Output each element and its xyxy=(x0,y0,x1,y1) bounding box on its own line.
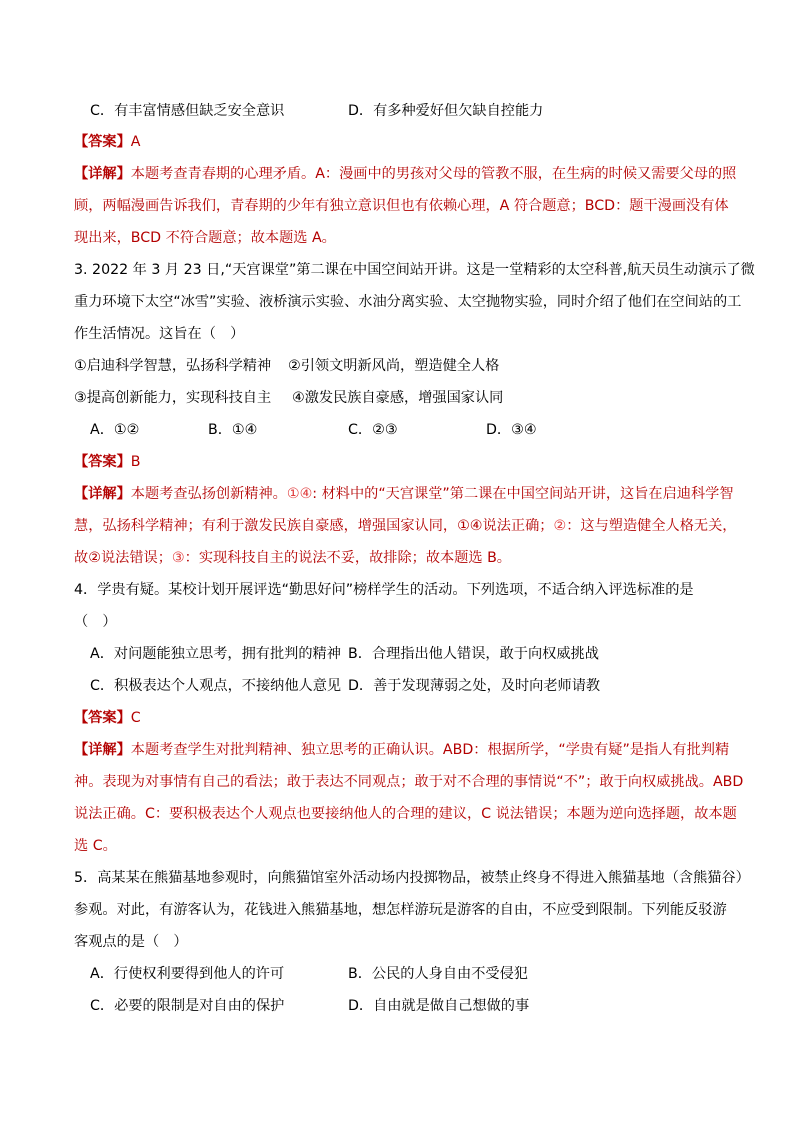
detail-tag: 【详解】 xyxy=(74,742,131,758)
q3-option-a: A．①② xyxy=(90,422,140,438)
q3-item-2: ②引领文明新风尚，塑造健全人格 xyxy=(288,358,500,374)
q3-option-d: D．③④ xyxy=(486,422,537,438)
answer-tag: 【答案】 xyxy=(74,134,131,150)
q2-detail-line-1: 【详解】本题考查青春期的心理矛盾。A：漫画中的男孩对父母的管教不服，在生病的时候又需要父母的照 xyxy=(74,166,737,182)
q3-answer xyxy=(74,452,141,472)
answer-value: B xyxy=(130,454,141,470)
q4-detail-line-4: 选 C。 xyxy=(74,838,117,854)
q3-item-3: ③提高创新能力，实现科技自主 xyxy=(74,390,272,406)
q5-option-b: B．公民的人身自由不受侵犯 xyxy=(348,966,528,982)
q5-option-d: D．自由就是做自己想做的事 xyxy=(348,998,530,1014)
q2-option-c: C．有丰富情感但缺乏安全意识 xyxy=(90,103,285,119)
q5-stem-line-1: 5．高某某在熊猫基地参观时，向熊猫馆室外活动场内投掷物品，被禁止终身不得进入熊猫基地（含熊猫谷） xyxy=(74,870,750,886)
q5-option-a: A．行使权利要得到他人的许可 xyxy=(90,966,285,982)
q4-detail-line-2: 神。表现为对事情有自己的看法；敢于表达不同观点；敢于对不合理的事情说“不”；敢于向权威挑战。ABD xyxy=(74,774,744,790)
answer-value: C xyxy=(130,710,141,726)
q3-stem-line-1: 3. 2022 年 3 月 23 日,“天宫课堂”第二课在中国空间站开讲。这是一堂精彩的太空科普,航天员生动演示了微 xyxy=(74,262,755,278)
q3-detail-line-1: 【详解】本题考查弘扬创新精神。①④: 材料中的“天宫课堂”第二课在中国空间站开讲，这旨在启迪科学智 xyxy=(74,486,734,502)
q5-stem-line-2: 参观。对此，有游客认为，花钱进入熊猫基地，想怎样游玩是游客的自由，不应受到限制。下列能反驳游 xyxy=(74,902,727,918)
q2-answer xyxy=(74,132,140,152)
q5-stem-line-3: 客观点的是（ ） xyxy=(74,934,188,950)
detail-tag: 【详解】 xyxy=(74,486,131,502)
q3-option-b: B．①④ xyxy=(208,422,258,438)
q3-stem-line-3: 作生活情况。这旨在（ ） xyxy=(74,326,245,342)
q4-answer xyxy=(74,708,141,728)
q4-option-b: B．合理指出他人错误，敢于向权威挑战 xyxy=(348,646,599,662)
q4-option-a: A．对问题能独立思考，拥有批判的精神 xyxy=(90,646,341,662)
q5-option-c: C．必要的限制是对自由的保护 xyxy=(90,998,285,1014)
q4-detail-line-3: 说法正确。C：要积极表达个人观点也要接纳他人的合理的建议，C 说法错误；本题为逆向选择题，故本题 xyxy=(74,806,737,822)
q4-option-d: D．善于发现薄弱之处，及时向老师请教 xyxy=(348,678,601,694)
q4-detail-line-1: 【详解】本题考查学生对批判精神、独立思考的正确认识。ABD：根据所学，“学贵有疑”是指人有批判精 xyxy=(74,742,730,758)
q2-detail-line-2: 顾，两幅漫画告诉我们，青春期的少年有独立意识但也有依赖心理，A 符合题意；BCD：题干漫画没有体 xyxy=(74,198,729,214)
q4-stem-line-2: （ ） xyxy=(74,614,117,630)
answer-tag: 【答案】 xyxy=(74,454,131,470)
answer-tag: 【答案】 xyxy=(74,710,131,726)
q3-detail-line-3: 故②说法错误；③：实现科技自主的说法不妥，故排除；故本题选 B。 xyxy=(74,550,511,566)
q3-detail-line-2: 慧，弘扬科学精神；有利于激发民族自豪感，增强国家认同，①④说法正确；②：这与塑造健全人格无关， xyxy=(74,518,737,534)
q2-detail-line-3: 现出来，BCD 不符合题意；故本题选 A。 xyxy=(74,230,336,246)
q4-option-c: C．积极表达个人观点，不接纳他人意见 xyxy=(90,678,342,694)
q4-stem-line-1: 4．学贵有疑。某校计划开展评选“勤思好问”榜样学生的活动。下列选项，不适合纳入评选标准的是 xyxy=(74,582,694,598)
q3-stem-line-2: 重力环境下太空“冰雪”实验、液桥演示实验、水油分离实验、太空抛物实验，同时介绍了他们在空间站的工 xyxy=(74,294,742,310)
answer-value: A xyxy=(130,134,141,150)
q3-option-c: C．②③ xyxy=(348,422,398,438)
detail-tag: 【详解】 xyxy=(74,166,131,182)
q3-item-1: ①启迪科学智慧，弘扬科学精神 xyxy=(74,358,272,374)
q2-option-d: D．有多种爱好但欠缺自控能力 xyxy=(348,103,544,119)
q3-item-4: ④激发民族自豪感，增强国家认同 xyxy=(292,390,504,406)
